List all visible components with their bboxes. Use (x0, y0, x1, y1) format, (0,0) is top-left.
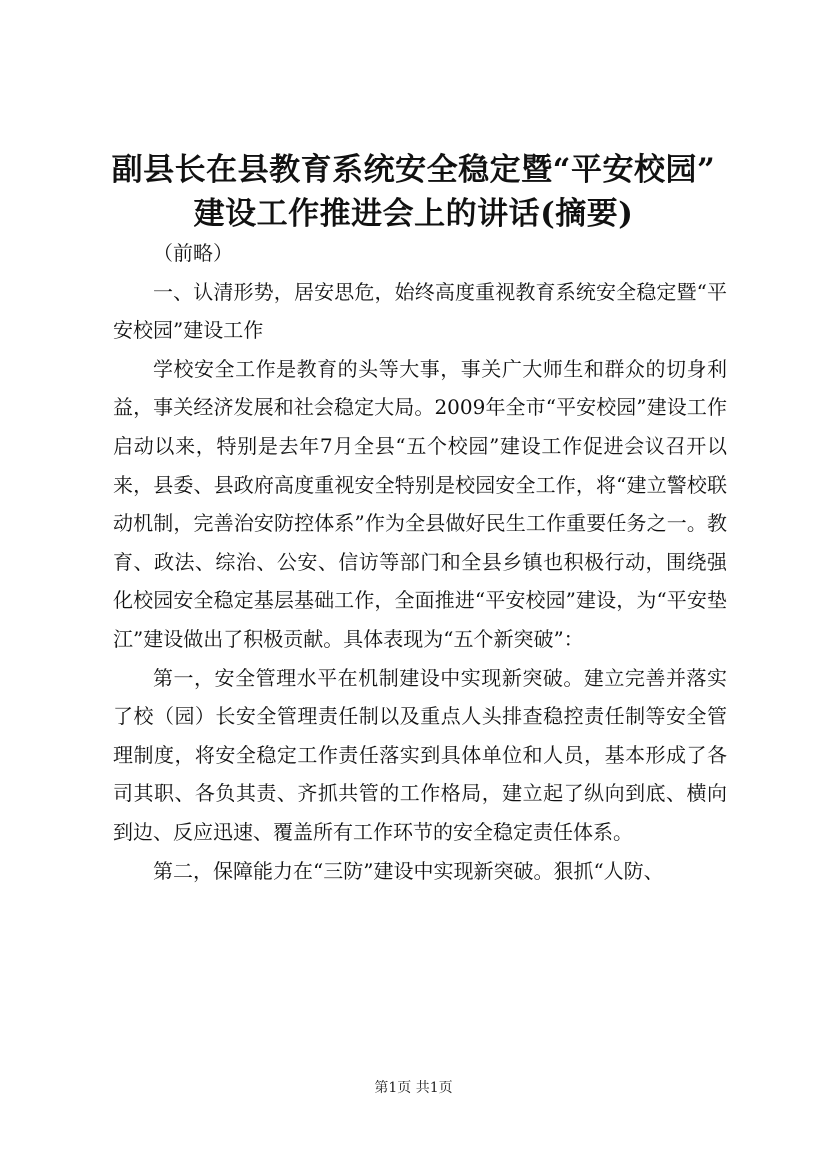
paragraph-second-breakthrough: 第二，保障能力在“三防”建设中实现新突破。狠抓“人防、 (153, 858, 664, 883)
document-title-line-1: 副县长在县教育系统安全稳定暨“平安校园” (111, 152, 716, 188)
document-body (113, 234, 727, 890)
document-title-line-2: 建设工作推进会上的讲话(摘要) (193, 196, 634, 232)
paragraph-background: 学校安全工作是教育的头等大事，事关广大师生和群众的切身利益，事关经济发展和社会稳定大局。2009年全市“平安校园”建设工作启动以来，特别是去年7月全县“五个校园”建设工作促进会议召开以来，县委、县政府高度重视安全特别是校园安全工作，将“建立警校联动机制，完善治安防控体系”作为全县做好民生工作重要任务之一。教育、政法、综治、公安、信访等部门和全县乡镇也积极行动，围绕强化校园安全稳定基层基础工作，全面推进“平安校园”建设，为“平安垫江”建设做出了积极贡献。具体表现为“五个新突破”： (113, 356, 727, 651)
paragraph-section-heading: 一、认清形势，居安思危，始终高度重视教育系统安全稳定暨“平安校园”建设工作 (113, 279, 727, 343)
page-footer: 第1页 共1页 (374, 1080, 453, 1096)
paragraph-first-breakthrough: 第一，安全管理水平在机制建设中实现新突破。建立完善并落实了校（园）长安全管理责任制以及重点人头排查稳控责任制等安全管理制度，将安全稳定工作责任落实到具体单位和人员，基本形成了各司其职、各负其责、齐抓共管的工作格局，建立起了纵向到底、横向到边、反应迅速、覆盖所有工作环节的安全稳定责任体系。 (113, 665, 727, 844)
paragraph-preface: （前略） (153, 241, 233, 265)
